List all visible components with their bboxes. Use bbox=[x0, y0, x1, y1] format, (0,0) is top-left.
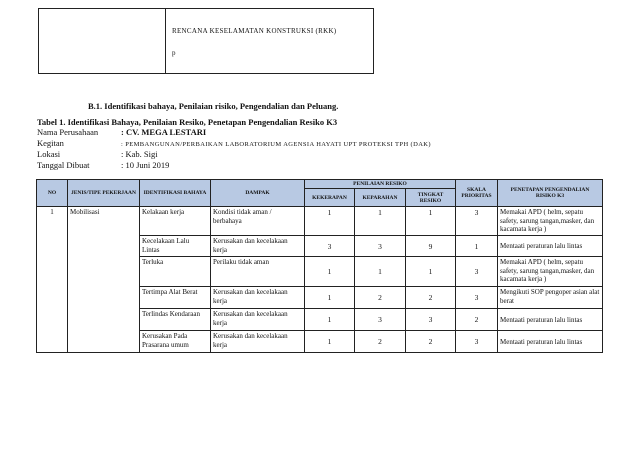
cell-pengendalian: Mentaati peraturan lalu lintas bbox=[498, 309, 603, 331]
cell-tingkat: 2 bbox=[406, 287, 456, 309]
header-box-subtext: p bbox=[172, 49, 176, 57]
info-value: : CV. MEGA LESTARI bbox=[121, 127, 207, 137]
info-row-location bbox=[37, 149, 158, 159]
cell-pengendalian: Memakai APD ( helm, sepatu safety, sarung tangan,masker, dan kacamata kerja ) bbox=[498, 207, 603, 236]
cell-bahaya: Tertimpa Alat Berat bbox=[140, 287, 211, 309]
cell-kekerapan: 1 bbox=[305, 207, 355, 236]
header-box-divider bbox=[165, 9, 166, 73]
cell-bahaya: Terlindas Kendaraan bbox=[140, 309, 211, 331]
header-keparahan: KEPARAHAN bbox=[355, 189, 406, 207]
info-label: Lokasi bbox=[37, 149, 61, 159]
cell-skala: 2 bbox=[456, 309, 498, 331]
cell-tingkat: 3 bbox=[406, 309, 456, 331]
cell-keparahan: 2 bbox=[355, 331, 406, 353]
cell-jenis: Mobilisasi bbox=[68, 207, 140, 353]
cell-tingkat: 9 bbox=[406, 236, 456, 257]
cell-skala: 3 bbox=[456, 331, 498, 353]
cell-skala: 1 bbox=[456, 236, 498, 257]
cell-keparahan: 3 bbox=[355, 236, 406, 257]
cell-pengendalian: Mentaati peraturan lalu lintas bbox=[498, 236, 603, 257]
cell-keparahan: 1 bbox=[355, 257, 406, 287]
cell-kekerapan: 1 bbox=[305, 309, 355, 331]
cell-pengendalian: Mentaati peraturan lalu lintas bbox=[498, 331, 603, 353]
cell-no: 1 bbox=[37, 207, 68, 353]
cell-tingkat: 2 bbox=[406, 331, 456, 353]
header-box-title: RENCANA KESELAMATAN KONSTRUKSI (RKK) bbox=[172, 27, 337, 35]
table-title: Tabel 1. Identifikasi Bahaya, Penilaian Resiko, Penetapan Pengendalian Resiko K3 bbox=[37, 117, 338, 127]
header-kekerapan: KEKERAPAN bbox=[305, 189, 355, 207]
header-penetapan: PENETAPAN PENGENDALIAN RISIKO K3 bbox=[498, 180, 603, 207]
header-skala: SKALA PRIORITAS bbox=[456, 180, 498, 207]
cell-dampak: Kerusakan dan kecelakaan kerja bbox=[211, 309, 305, 331]
section-title: B.1. Identifikasi bahaya, Penilaian risiko, Pengendalian dan Peluang. bbox=[88, 101, 339, 111]
cell-kekerapan: 1 bbox=[305, 331, 355, 353]
cell-kekerapan: 1 bbox=[305, 257, 355, 287]
cell-keparahan: 2 bbox=[355, 287, 406, 309]
cell-dampak: Kerusakan dan kecelakaan kerja bbox=[211, 236, 305, 257]
cell-kekerapan: 3 bbox=[305, 236, 355, 257]
table-row bbox=[37, 207, 603, 236]
info-label: Nama Perusahaan bbox=[37, 127, 99, 137]
header-jenis: JENIS/TIPE PEKERJAAN bbox=[68, 180, 140, 207]
cell-pengendalian: Mengikuti SOP pengoper asian alat berat bbox=[498, 287, 603, 309]
cell-skala: 3 bbox=[456, 207, 498, 236]
header-box bbox=[38, 8, 374, 74]
cell-bahaya: Kecelakaan Lalu Lintas bbox=[140, 236, 211, 257]
cell-dampak: Perilaku tidak aman bbox=[211, 257, 305, 287]
cell-tingkat: 1 bbox=[406, 207, 456, 236]
cell-bahaya: Kelakaan kerja bbox=[140, 207, 211, 236]
info-row-date bbox=[37, 160, 169, 170]
cell-pengendalian: Memakai APD ( helm, sepatu safety, sarung tangan,masker, dan kacamata kerja ) bbox=[498, 257, 603, 287]
header-dampak: DAMPAK bbox=[211, 180, 305, 207]
cell-tingkat: 1 bbox=[406, 257, 456, 287]
info-value: : 10 Juni 2019 bbox=[121, 160, 170, 170]
cell-skala: 3 bbox=[456, 287, 498, 309]
cell-keparahan: 1 bbox=[355, 207, 406, 236]
cell-kekerapan: 1 bbox=[305, 287, 355, 309]
info-row-activity bbox=[37, 138, 431, 148]
info-label: Tanggal Dibuat bbox=[37, 160, 90, 170]
info-value: : PEMBANGUNAN/PERBAIKAN LABORATORIUM AGENSIA HAYATI UPT PROTEKSI TPH (DAK) bbox=[121, 141, 431, 148]
cell-bahaya: Kerusakan Pada Prasarana umum bbox=[140, 331, 211, 353]
header-penilaian: PENILAIAN RESIKO bbox=[305, 180, 456, 189]
cell-dampak: Kerusakan dan kecelakaan kerja bbox=[211, 287, 305, 309]
header-tingkat: TINGKAT RESIKO bbox=[406, 189, 456, 207]
info-label: Kegitan bbox=[37, 138, 64, 148]
cell-dampak: Kondisi tidak aman / berbahaya bbox=[211, 207, 305, 236]
risk-table bbox=[36, 179, 603, 353]
cell-dampak: Kerusakan dan kecelakaan kerja bbox=[211, 331, 305, 353]
cell-skala: 3 bbox=[456, 257, 498, 287]
info-row-company bbox=[37, 127, 206, 137]
header-no: NO bbox=[37, 180, 68, 207]
cell-bahaya: Terluka bbox=[140, 257, 211, 287]
info-value: : Kab. Sigi bbox=[121, 149, 158, 159]
header-identifikasi: IDENTIFIKASI BAHAYA bbox=[140, 180, 211, 207]
cell-keparahan: 3 bbox=[355, 309, 406, 331]
